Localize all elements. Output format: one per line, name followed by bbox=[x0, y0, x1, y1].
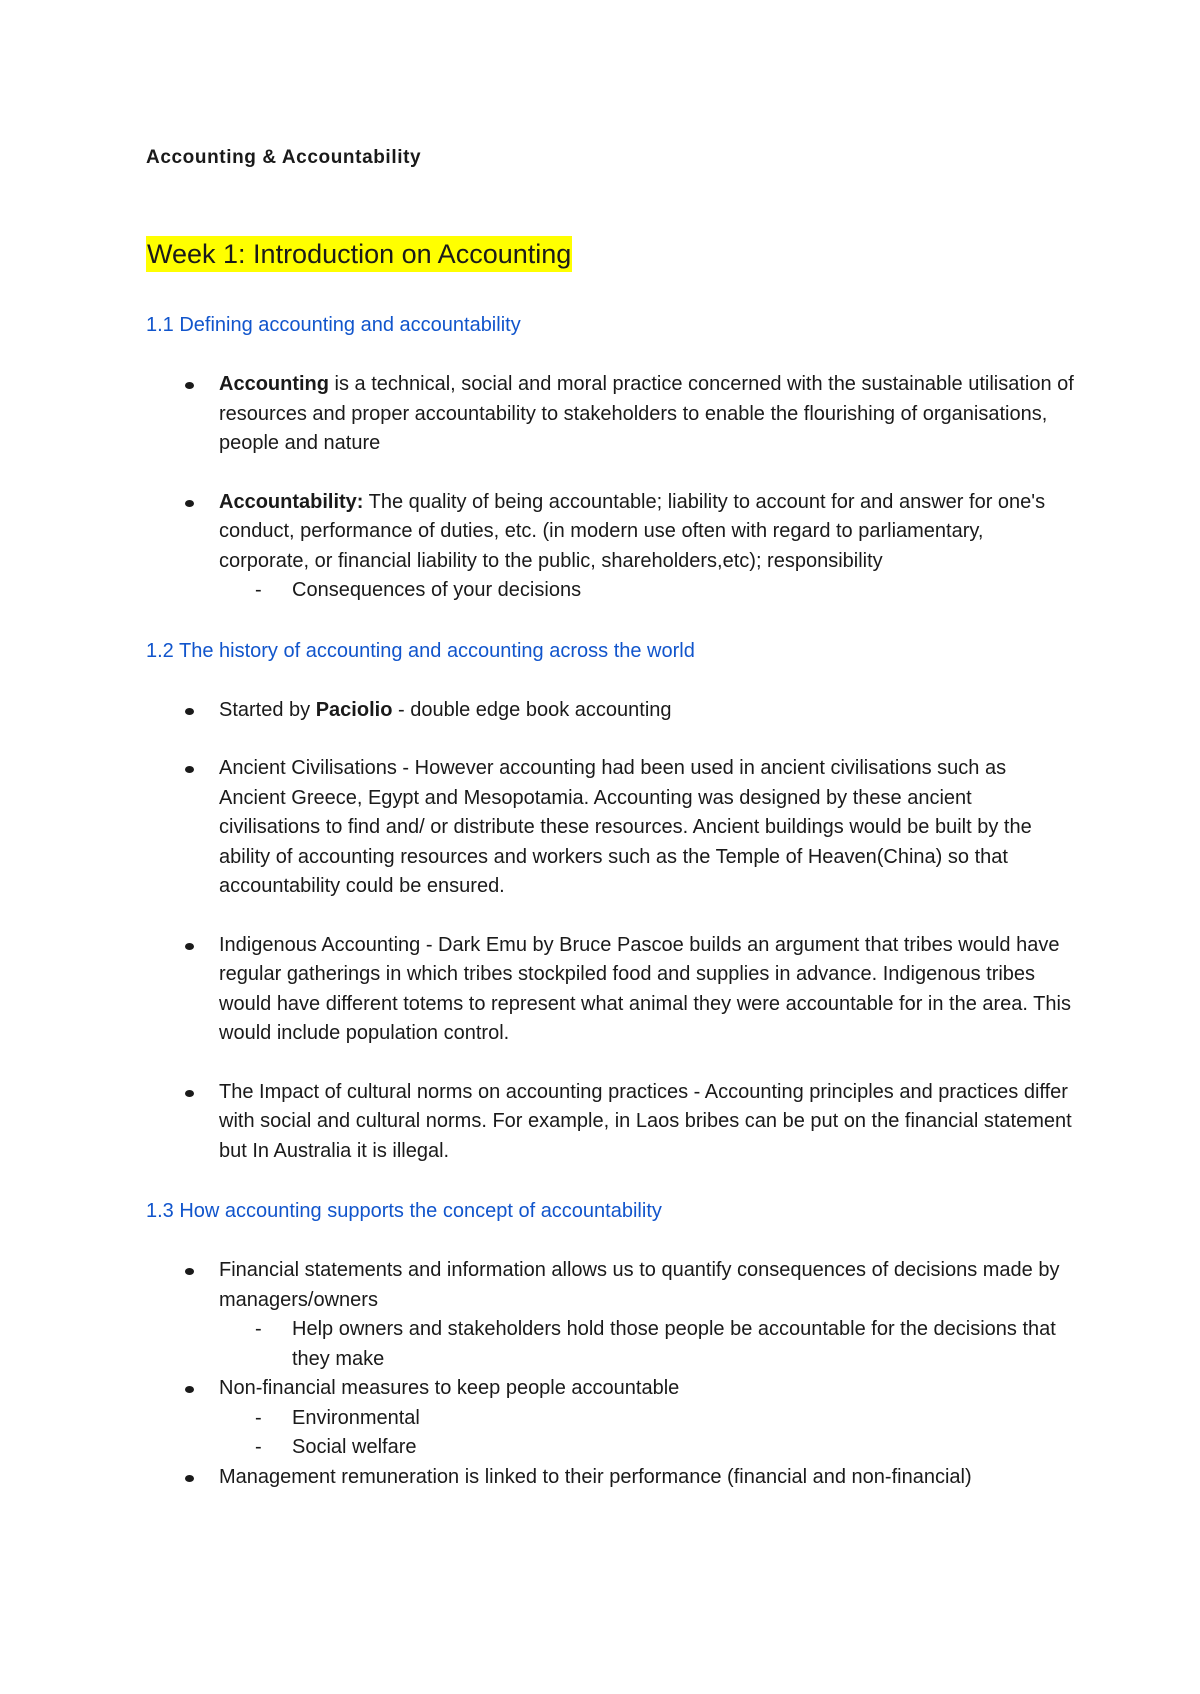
item-text: Management remuneration is linked to their performance (financial and non-financial) bbox=[219, 1465, 972, 1488]
bullet-icon bbox=[185, 382, 194, 389]
bullet-icon bbox=[185, 1475, 194, 1482]
section-heading-1-3: 1.3 How accounting supports the concept of accountability bbox=[146, 1200, 662, 1222]
section-heading-1-2: 1.2 The history of accounting and accounting across the world bbox=[146, 639, 695, 662]
sub-list bbox=[219, 1404, 1076, 1463]
item-text: Ancient Civilisations - However accounting had been used in ancient civilisations such as Ancient Greece, Egypt and Mesopotamia. Accounting was designed by these ancient civilisations to find and/ or distribute these resources. Ancient buildings would be built by the ability of accounting resources and workers such as the Temple of Heaven(China) so that accountability could be ensured. bbox=[219, 757, 1032, 897]
item-text: is a technical, social and moral practice concerned with the sustainable utilisation of resources and proper accountability to stakeholders to enable the flourishing of organisations, people and nature bbox=[219, 373, 1074, 454]
list-item bbox=[146, 1374, 1076, 1463]
list-item bbox=[146, 931, 1076, 1049]
bullet-icon bbox=[185, 500, 194, 507]
term-bold: Accountability: bbox=[219, 490, 364, 513]
document-title: Accounting & Accountability bbox=[146, 147, 422, 168]
dash-icon: - bbox=[255, 579, 262, 601]
list-item bbox=[146, 696, 1076, 726]
document-body bbox=[146, 310, 1076, 1492]
bullet-icon bbox=[185, 1268, 194, 1275]
item-text: Non-financial measures to keep people accountable bbox=[219, 1377, 680, 1399]
sub-list-item bbox=[146, 1404, 1076, 1434]
bullet-icon bbox=[185, 708, 194, 715]
item-text: The Impact of cultural norms on accounting practices - Accounting principles and practices differ with social and cultural norms. For example, in Laos bribes can be put on the financial statement but In Australia it is illegal. bbox=[219, 1080, 1072, 1162]
list-item bbox=[146, 1078, 1076, 1167]
sub-item-text: Environmental bbox=[292, 1406, 420, 1429]
sub-list-item bbox=[146, 576, 1076, 606]
sub-item-text: Help owners and stakeholders hold those people be accountable for the decisions that they make bbox=[292, 1318, 1056, 1370]
sub-list bbox=[219, 1315, 1076, 1374]
term-bold: Accounting bbox=[219, 373, 329, 395]
bullet-list-1-2 bbox=[146, 696, 1076, 1167]
list-item bbox=[146, 488, 1076, 606]
term-bold: Paciolio bbox=[315, 698, 393, 721]
week-heading: Week 1: Introduction on Accounting bbox=[146, 236, 572, 272]
dash-icon: - bbox=[255, 1318, 262, 1340]
sub-list-item bbox=[146, 1433, 1076, 1463]
sub-list bbox=[219, 576, 1076, 606]
bullet-icon bbox=[185, 766, 194, 773]
item-text: - double edge book accounting bbox=[392, 698, 672, 721]
bullet-icon bbox=[185, 1090, 194, 1097]
bullet-list-1-1 bbox=[146, 370, 1076, 606]
bullet-list-1-3 bbox=[146, 1256, 1076, 1492]
bullet-icon bbox=[185, 1386, 194, 1393]
item-text: Financial statements and information allows us to quantify consequences of decisions made by managers/owners bbox=[219, 1259, 1060, 1311]
dash-icon: - bbox=[255, 1436, 262, 1458]
sub-item-text: Social welfare bbox=[292, 1436, 417, 1458]
item-text: Indigenous Accounting - Dark Emu by Bruce Pascoe builds an argument that tribes would have regular gatherings in which tribes stockpiled food and supplies in advance. Indigenous tribes would have different totems to represent what animal they were accountable for in the area. This would include population control. bbox=[219, 933, 1071, 1044]
list-item bbox=[146, 370, 1076, 459]
dash-icon: - bbox=[255, 1406, 262, 1429]
sub-item-text: Consequences of your decisions bbox=[292, 579, 582, 601]
list-item bbox=[146, 1256, 1076, 1374]
bullet-icon bbox=[185, 943, 194, 950]
item-text: The quality of being accountable; liability to account for and answer for one's conduct, performance of duties, etc. (in modern use often with regard to parliamentary, corporate, or financial liability to the public, shareholders,etc); responsibility bbox=[219, 490, 1046, 572]
list-item bbox=[146, 754, 1076, 902]
sub-list-item bbox=[146, 1315, 1076, 1374]
list-item bbox=[146, 1463, 1076, 1493]
section-heading-1-1: 1.1 Defining accounting and accountability bbox=[146, 314, 521, 336]
item-text-pre: Started by bbox=[219, 698, 316, 721]
